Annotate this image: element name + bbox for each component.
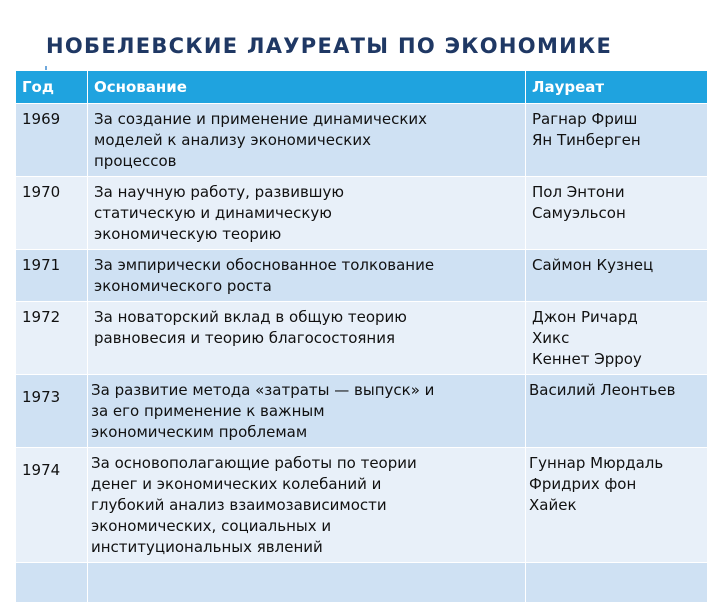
basis-line: за его применение к важным [91, 402, 325, 420]
basis-line: За научную работу, развившую [94, 183, 345, 201]
year-cell: 1972 [16, 302, 88, 375]
laureate-name: Фридрих фон [529, 475, 637, 493]
laureate-name: Кеннет Эрроу [532, 350, 642, 368]
basis-line: равновесия и теорию благосостояния [94, 329, 395, 347]
laureate-cell [526, 563, 708, 603]
laureate-name: Пол Энтони [532, 183, 625, 201]
basis-line: За новаторский вклад в общую теорию [94, 308, 407, 326]
table-row [16, 104, 708, 177]
basis-line: За основополагающие работы по теории [91, 454, 417, 472]
basis-line: За развитие метода «затраты — выпуск» и [91, 381, 435, 399]
year-cell: 1970 [16, 177, 88, 250]
basis-cell [88, 250, 526, 302]
basis-line: денег и экономических колебаний и [91, 475, 382, 493]
basis-line: За эмпирически обоснованное толкование [94, 256, 435, 274]
laureates-table [15, 70, 708, 603]
slide-title: НОБЕЛЕВСКИЕ ЛАУРЕАТЫ ПО ЭКОНОМИКЕ [46, 34, 613, 58]
laureate-name: Джон Ричард [532, 308, 638, 326]
basis-line: За создание и применение динамических [94, 110, 428, 128]
year-cell: 1971 [16, 250, 88, 302]
basis-line: экономического роста [94, 277, 272, 295]
laureate-name: Василий Леонтьев [529, 381, 676, 399]
basis-line: статическую и динамическую [94, 204, 332, 222]
basis-cell [88, 375, 526, 448]
laureate-name: Самуэльсон [532, 204, 626, 222]
year-cell: 1974 [16, 448, 88, 563]
header-year: Год [16, 71, 88, 104]
basis-line: институциональных явлений [91, 538, 323, 556]
basis-line: экономических, социальных и [91, 517, 332, 535]
basis-line: экономическую теорию [94, 225, 282, 243]
table-row [16, 448, 708, 563]
basis-cell [88, 177, 526, 250]
laureate-cell [526, 448, 708, 563]
laureate-name: Ян Тинберген [532, 131, 641, 149]
basis-line: процессов [94, 152, 177, 170]
laureate-cell [526, 104, 708, 177]
basis-cell [88, 302, 526, 375]
laureate-cell [526, 250, 708, 302]
basis-cell [88, 104, 526, 177]
basis-line: глубокий анализ взаимозависимости [91, 496, 387, 514]
table-row [16, 302, 708, 375]
table-header-row [16, 71, 708, 104]
laureate-cell [526, 302, 708, 375]
header-basis: Основание [88, 71, 526, 104]
year-cell: 1973 [16, 375, 88, 448]
laureate-name: Саймон Кузнец [532, 256, 654, 274]
basis-cell [88, 563, 526, 603]
laureate-name: Рагнар Фриш [532, 110, 638, 128]
basis-cell [88, 448, 526, 563]
laureate-name: Гуннар Мюрдаль [529, 454, 664, 472]
basis-line: моделей к анализу экономических [94, 131, 371, 149]
laureate-name: Хайек [529, 496, 577, 514]
laureate-name: Хикс [532, 329, 570, 347]
year-cell: 1969 [16, 104, 88, 177]
laureate-cell [526, 177, 708, 250]
laureate-cell [526, 375, 708, 448]
header-laureate: Лауреат [526, 71, 708, 104]
year-cell [16, 563, 88, 603]
table-row [16, 563, 708, 603]
basis-line: экономическим проблемам [91, 423, 308, 441]
table-row [16, 177, 708, 250]
table-row [16, 250, 708, 302]
table-row [16, 375, 708, 448]
